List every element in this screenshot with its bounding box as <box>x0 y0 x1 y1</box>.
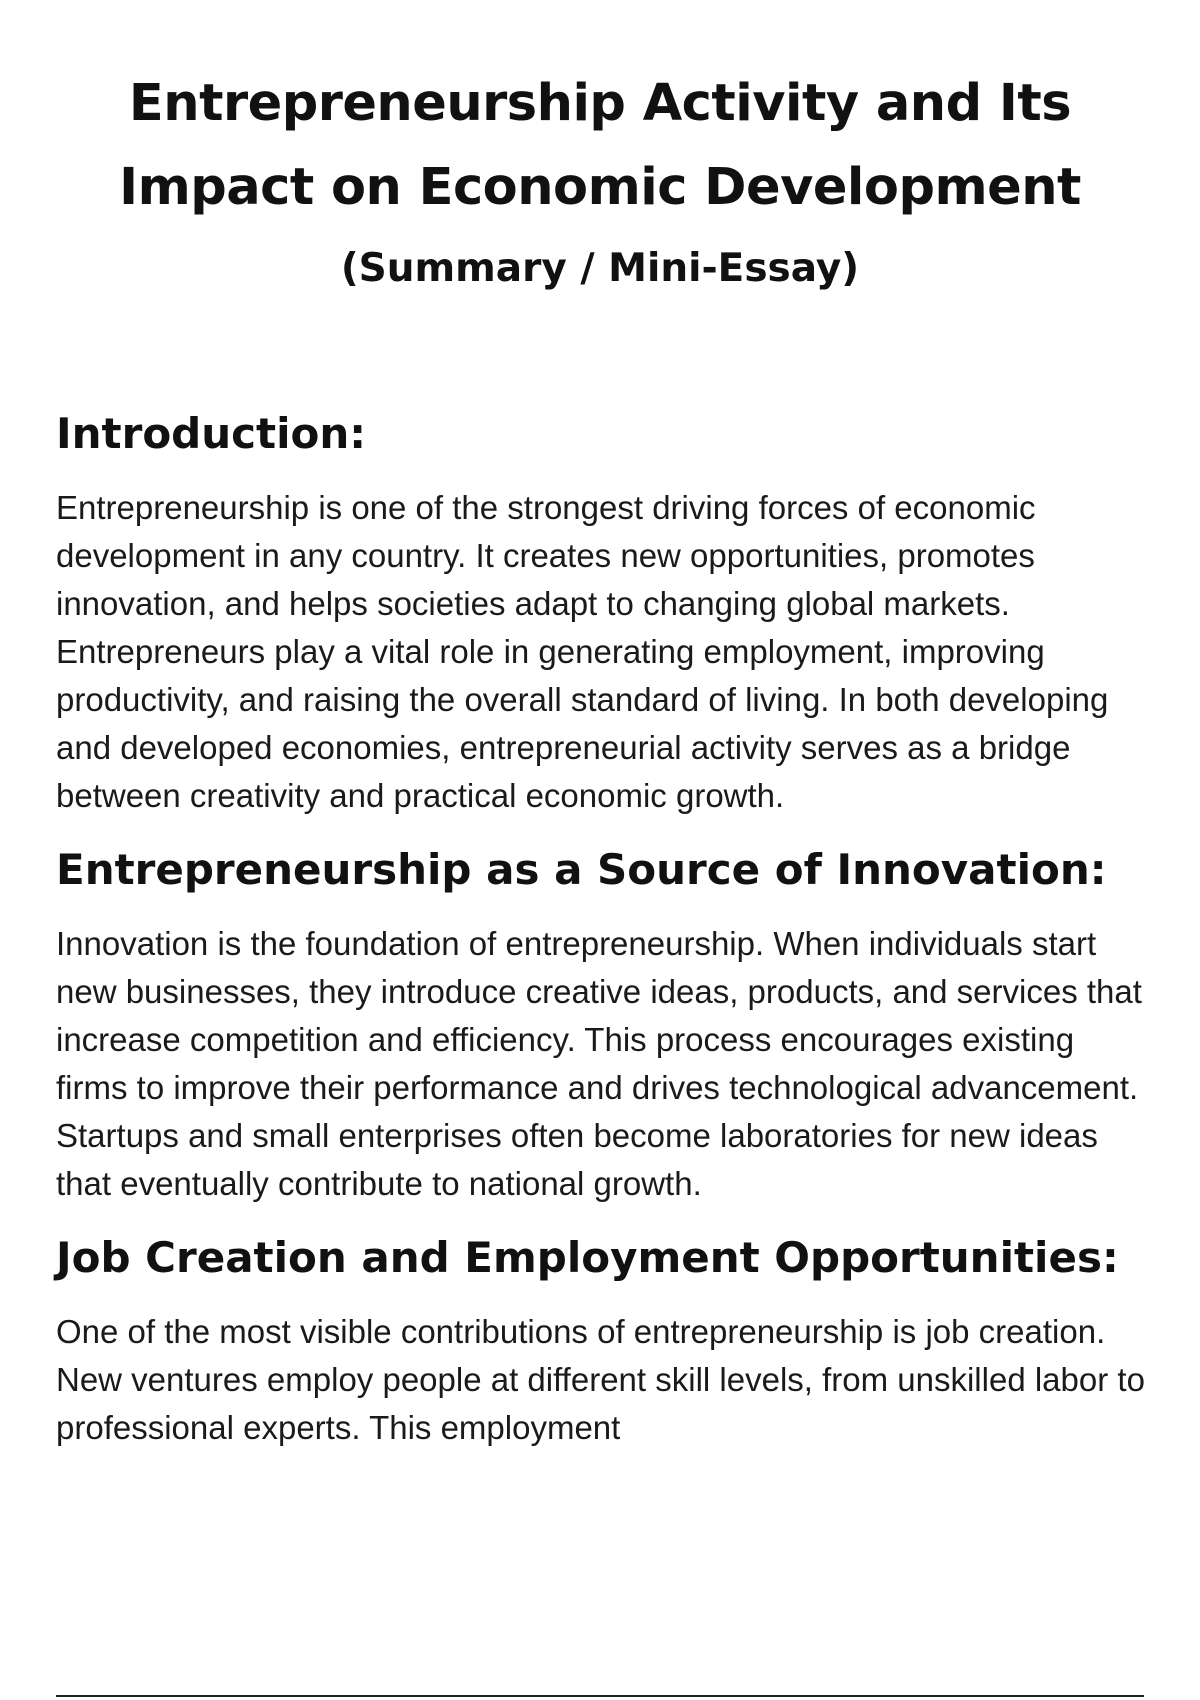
section-heading: Job Creation and Employment Opportunities: <box>56 1233 1119 1282</box>
section-body: Innovation is the foundation of entrepreneurship. When individuals start new businesses, they introduce creative ideas, products, and services that increase competition and efficiency. This process encourages existing firms to improve their performance and drives technological advancement. Startups and small enterprises often become laboratories for new ideas that eventually contribute to national growth. <box>56 925 1142 1202</box>
section-heading: Introduction: <box>56 409 367 458</box>
document-title: Entrepreneurship Activity and Its Impact on Economic Development <box>119 74 1081 217</box>
section-body: Entrepreneurship is one of the strongest driving forces of economic development in any country. It creates new opportunities, promotes innovation, and helps societies adapt to changing global markets. Entrepreneurs play a vital role in generating employment, improving productivity, and raising the overall standard of living. In both developing and developed economies, entrepreneurial activity serves as a bridge between creativity and practical economic growth. <box>56 489 1109 814</box>
section-job-creation <box>56 1230 1144 1452</box>
section-body: One of the most visible contributions of entrepreneurship is job creation. New ventures employ people at different skill levels, from unskilled labor to professional experts. This employment <box>56 1313 1145 1446</box>
document-subtitle: (Summary / Mini-Essay) <box>340 246 860 291</box>
footer-divider <box>56 1695 1144 1697</box>
section-innovation <box>56 842 1144 1208</box>
section-heading: Entrepreneurship as a Source of Innovation: <box>56 845 1107 894</box>
section-introduction <box>56 406 1144 820</box>
